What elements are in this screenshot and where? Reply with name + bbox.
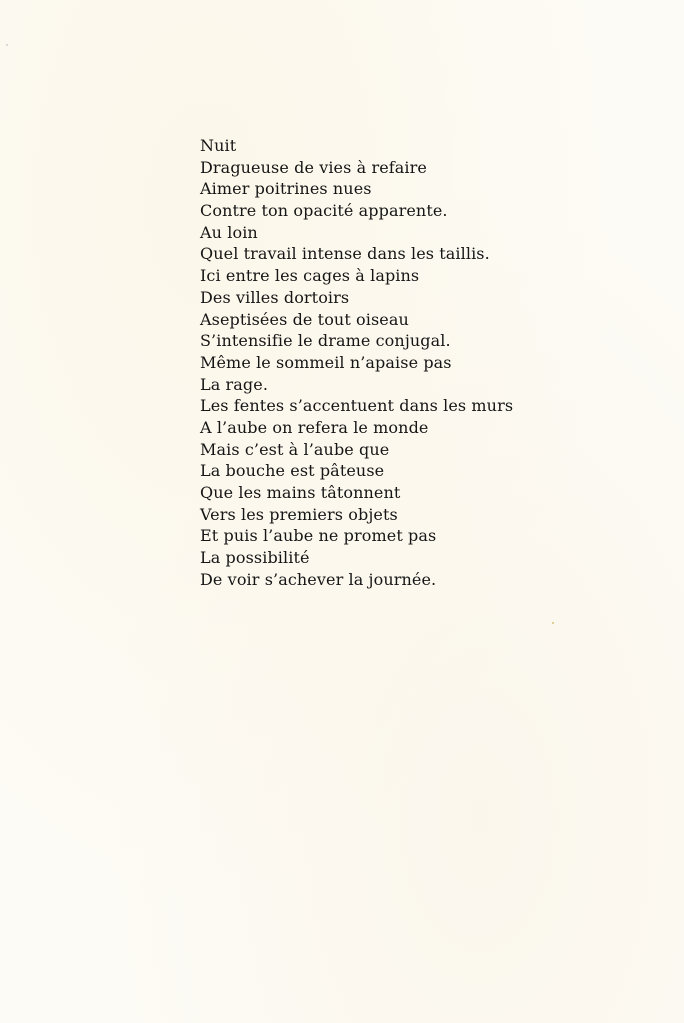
poem-line: Ici entre les cages à lapins (200, 266, 420, 286)
poem-line: La possibilité (200, 548, 310, 568)
poem-line: Contre ton opacité apparente. (200, 201, 448, 221)
poem-line: Au loin (200, 222, 258, 242)
poem-line: Mais c’est à l’aube que (200, 439, 390, 459)
poem-line: La rage. (200, 374, 269, 394)
poem-line: Quel travail intense dans les taillis. (200, 244, 490, 264)
poem-text (200, 135, 513, 590)
poem-line: Et puis l’aube ne promet pas (200, 526, 437, 546)
poem-line: Vers les premiers objets (200, 504, 398, 524)
paper-speck (6, 44, 8, 46)
poem-line: A l’aube on refera le monde (200, 417, 429, 437)
poem-line: Que les mains tâtonnent (200, 483, 401, 502)
poem-line: Même le sommeil n’apaise pas (200, 352, 452, 372)
paper-speck (552, 622, 554, 624)
poem-line: Dragueuse de vies à refaire (200, 157, 427, 177)
poem-line: Nuit (200, 136, 237, 155)
poem-line: Aseptisées de tout oiseau (200, 309, 409, 329)
poem-line: La bouche est pâteuse (200, 461, 385, 481)
poem-line: Les fentes s’accentuent dans les murs (200, 396, 514, 416)
poem-line: Aimer poitrines nues (200, 179, 372, 199)
poem-line: De voir s’achever la journée. (200, 569, 437, 589)
poem-line: S’intensifie le drame conjugal. (200, 331, 451, 351)
poem-line: Des villes dortoirs (200, 287, 350, 307)
